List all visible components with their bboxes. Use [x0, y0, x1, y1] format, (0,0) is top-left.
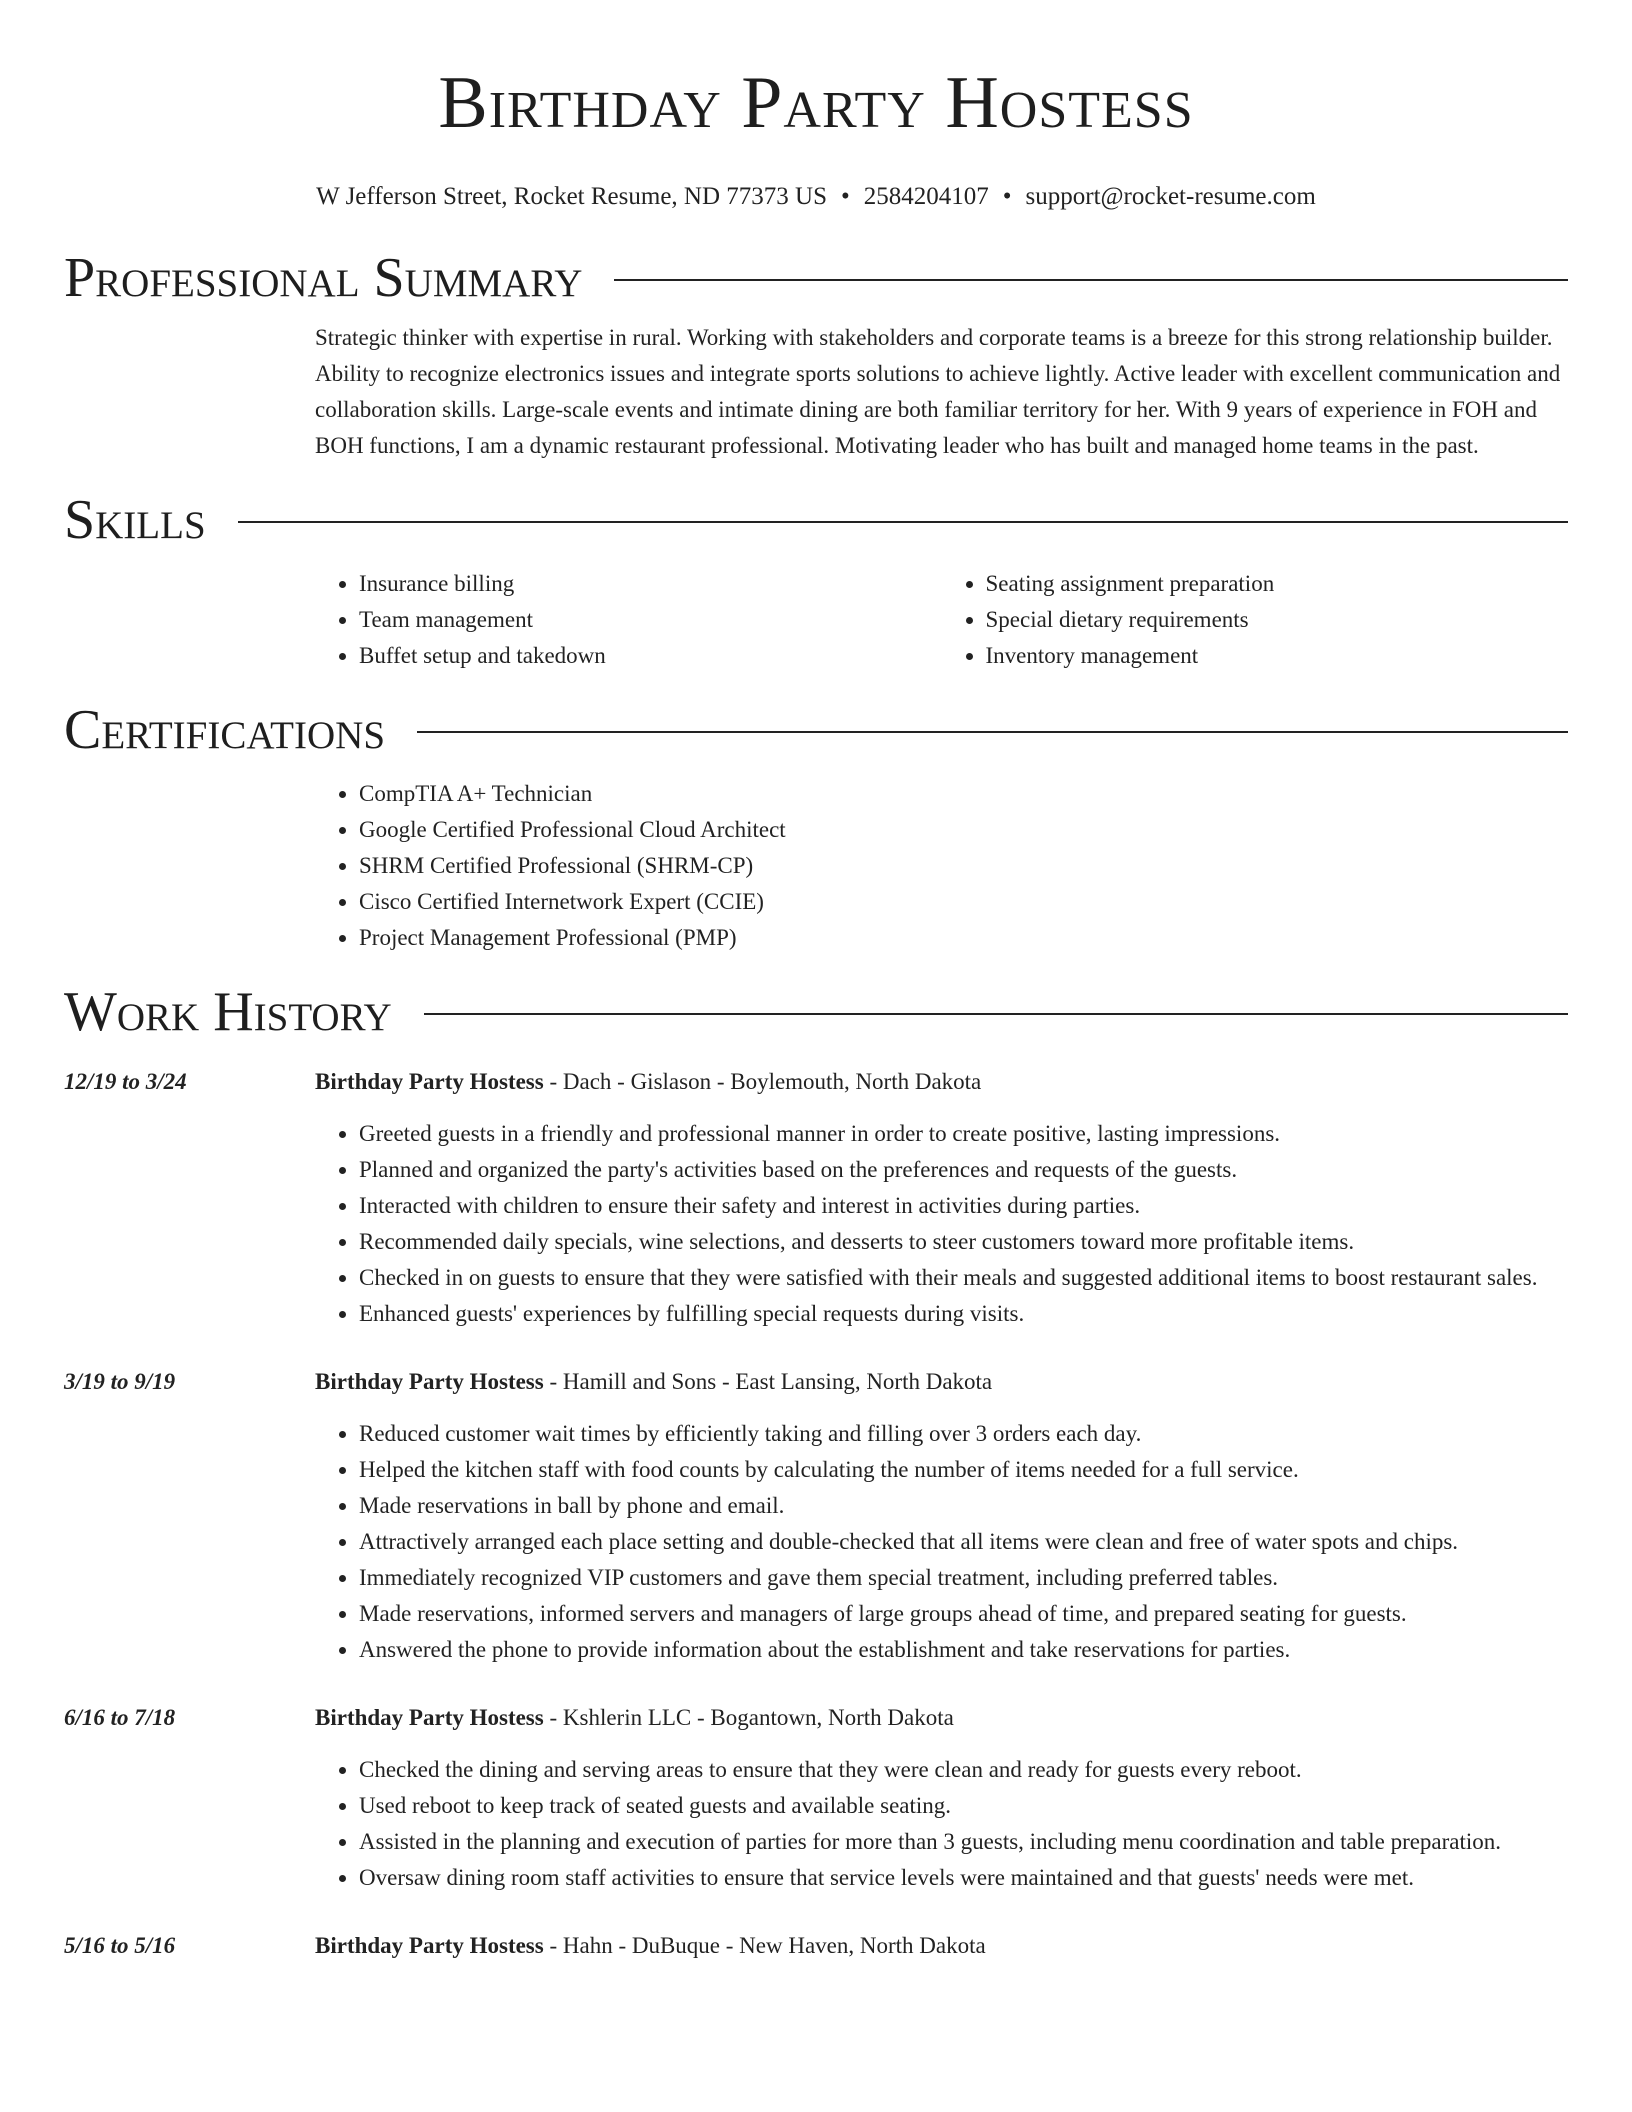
work-history-heading: Work History	[64, 981, 392, 1043]
job-title: Birthday Party Hostess	[315, 1369, 544, 1394]
contact-line	[0, 182, 1632, 212]
job-dates: 5/16 to 5/16	[64, 1933, 176, 1958]
job-entry	[64, 1928, 1568, 1980]
job-heading	[315, 1064, 1568, 1100]
summary-heading: Professional Summary	[64, 247, 583, 309]
section-divider	[424, 1013, 1568, 1015]
skills-heading: Skills	[64, 489, 206, 551]
certifications-list	[315, 776, 1568, 956]
certification-item: • Google Certified Professional Cloud Architect	[359, 812, 1568, 848]
job-bullets	[315, 1752, 1568, 1896]
contact-address: W Jefferson Street, Rocket Resume, ND 77373 US	[316, 183, 827, 210]
section-divider	[614, 279, 1568, 281]
skill-item: • Insurance billing	[359, 566, 942, 602]
skills-left-column	[315, 566, 942, 674]
job-bullet: • Checked the dining and serving areas to ensure that they were clean and ready for guests every reboot.	[359, 1752, 1568, 1788]
skill-item: • Inventory management	[986, 638, 1569, 674]
section-divider	[238, 521, 1568, 523]
job-bullet: • Recommended daily specials, wine selections, and desserts to steer customers toward more profitable items.	[359, 1224, 1568, 1260]
certifications-section	[64, 698, 1568, 956]
certifications-body	[315, 776, 1568, 956]
skills-list	[315, 566, 1568, 674]
job-bullets	[315, 1416, 1568, 1668]
job-details	[315, 1700, 1568, 1896]
job-bullet: • Used reboot to keep track of seated guests and available seating.	[359, 1788, 1568, 1824]
job-title: Birthday Party Hostess	[315, 1933, 544, 1958]
job-bullet: • Made reservations in ball by phone and email.	[359, 1488, 1568, 1524]
job-title: Birthday Party Hostess	[315, 1069, 544, 1094]
job-employer: - Dach - Gislason - Boylemouth, North Dakota	[543, 1069, 982, 1094]
job-entry	[64, 1064, 1568, 1332]
job-bullet: • Attractively arranged each place setting and double-checked that all items were clean and free of water spots and chips.	[359, 1524, 1568, 1560]
certifications-heading: Certifications	[64, 699, 386, 761]
job-bullets	[315, 1116, 1568, 1332]
certifications-heading-row	[64, 698, 1568, 762]
skills-section	[64, 488, 1568, 674]
job-details	[315, 1364, 1568, 1668]
summary-text: Strategic thinker with expertise in rural. Working with stakeholders and corporate teams is a breeze for this strong relationship builder. Ability to recognize electronics issues and integrate sports solutions to achieve lightly. Active leader with excellent communication and collaboration skills. Large-scale events and intimate dining are both familiar territory for her. With 9 years of experience in FOH and BOH functions, I am a dynamic restaurant professional. Motivating leader who has built and managed home teams in the past.	[315, 325, 1561, 458]
job-bullet: • Greeted guests in a friendly and professional manner in order to create positive, lasting impressions.	[359, 1116, 1568, 1152]
skill-item: • Special dietary requirements	[986, 602, 1569, 638]
summary-body	[315, 320, 1568, 464]
skills-heading-row	[64, 488, 1568, 552]
job-dates: 3/19 to 9/19	[64, 1369, 176, 1394]
job-details	[315, 1064, 1568, 1332]
job-employer: - Hamill and Sons - East Lansing, North Dakota	[543, 1369, 993, 1394]
contact-separator: •	[1002, 183, 1012, 210]
job-bullet: • Immediately recognized VIP customers and gave them special treatment, including preferred tables.	[359, 1560, 1568, 1596]
job-entry	[64, 1700, 1568, 1896]
resume-name: Birthday Party Hostess	[438, 62, 1194, 144]
skill-item: • Team management	[359, 602, 942, 638]
job-bullet: • Assisted in the planning and execution of parties for more than 3 guests, including menu coordination and table preparation.	[359, 1824, 1568, 1860]
job-dates: 6/16 to 7/18	[64, 1705, 176, 1730]
job-entry	[64, 1364, 1568, 1668]
summary-heading-row	[64, 246, 1568, 310]
contact-phone: 2584204107	[863, 183, 989, 210]
certification-item: • Project Management Professional (PMP)	[359, 920, 1568, 956]
job-employer: - Kshlerin LLC - Bogantown, North Dakota	[543, 1705, 954, 1730]
job-bullet: • Reduced customer wait times by efficiently taking and filling over 3 orders each day.	[359, 1416, 1568, 1452]
job-bullet: • Helped the kitchen staff with food counts by calculating the number of items needed for a full service.	[359, 1452, 1568, 1488]
job-bullet: • Checked in on guests to ensure that they were satisfied with their meals and suggested additional items to boost restaurant sales.	[359, 1260, 1568, 1296]
job-bullet: • Oversaw dining room staff activities to ensure that service levels were maintained and that guests' needs were met.	[359, 1860, 1568, 1896]
job-bullet: • Interacted with children to ensure their safety and interest in activities during parties.	[359, 1188, 1568, 1224]
job-heading	[315, 1700, 1568, 1736]
job-heading	[315, 1928, 1568, 1964]
job-bullet: • Made reservations, informed servers and managers of large groups ahead of time, and prepared seating for guests.	[359, 1596, 1568, 1632]
job-employer: - Hahn - DuBuque - New Haven, North Dakota	[543, 1933, 986, 1958]
job-details	[315, 1928, 1568, 1980]
certification-item: • Cisco Certified Internetwork Expert (CCIE)	[359, 884, 1568, 920]
summary-section	[64, 246, 1568, 464]
contact-email: support@rocket-resume.com	[1025, 183, 1316, 210]
job-bullet: • Planned and organized the party's activities based on the preferences and requests of the guests.	[359, 1152, 1568, 1188]
job-heading	[315, 1364, 1568, 1400]
contact-separator: •	[840, 183, 850, 210]
certification-item: • SHRM Certified Professional (SHRM-CP)	[359, 848, 1568, 884]
skills-right-column	[942, 566, 1569, 674]
section-divider	[417, 731, 1568, 733]
skill-item: • Seating assignment preparation	[986, 566, 1569, 602]
job-bullet: • Answered the phone to provide information about the establishment and take reservations for parties.	[359, 1632, 1568, 1668]
work-history-heading-row	[64, 980, 1568, 1044]
skill-item: • Buffet setup and takedown	[359, 638, 942, 674]
job-dates: 12/19 to 3/24	[64, 1069, 187, 1094]
certification-item: • CompTIA A+ Technician	[359, 776, 1568, 812]
job-bullet: • Enhanced guests' experiences by fulfilling special requests during visits.	[359, 1296, 1568, 1332]
work-history-section	[64, 980, 1568, 1980]
job-title: Birthday Party Hostess	[315, 1705, 544, 1730]
